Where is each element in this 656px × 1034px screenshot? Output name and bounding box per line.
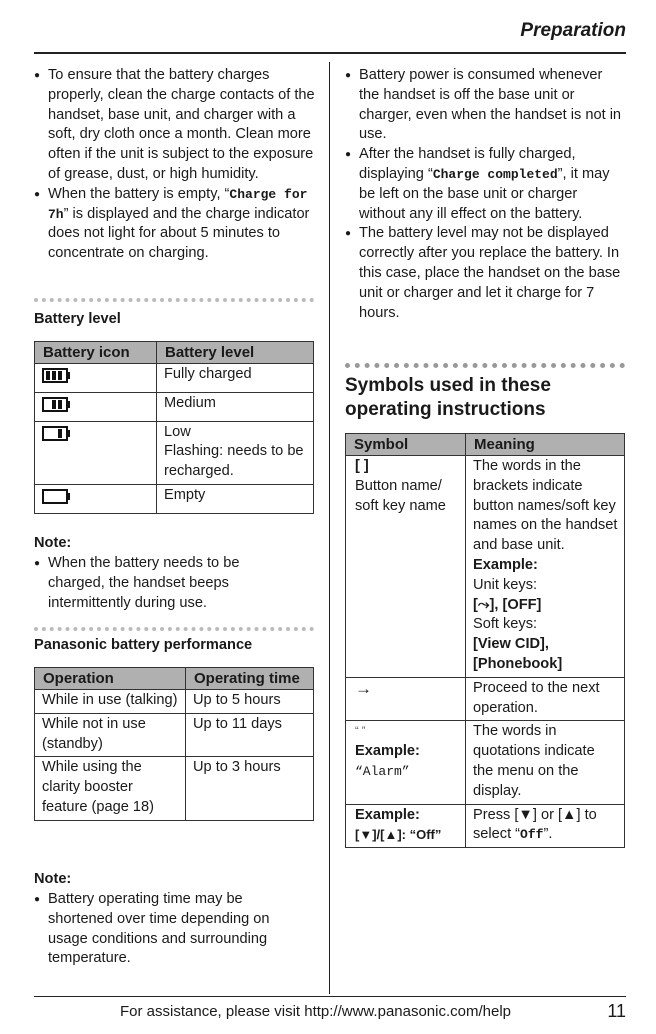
- section-divider: [34, 627, 314, 631]
- page-header-title: Preparation: [520, 20, 626, 41]
- example-label: Example:: [473, 556, 538, 573]
- table-row: [35, 392, 314, 421]
- table-row: [35, 690, 314, 714]
- example-label: Example:: [355, 743, 420, 760]
- column-header: Battery icon: [35, 342, 157, 364]
- text: Press [▼] or [▲] to select “: [473, 806, 597, 843]
- table-row: [35, 757, 314, 820]
- column-divider: [329, 62, 330, 994]
- symbol-cell: [346, 456, 466, 678]
- table-header-row: [346, 434, 625, 456]
- footer-help-text: For assistance, please visit http://www.panasonic.com/help: [120, 1003, 512, 1020]
- bullet: [345, 145, 625, 224]
- display-code: Charge completed: [432, 166, 558, 182]
- table-row: [346, 804, 625, 848]
- bullet-clean-contacts: ● To ensure that the battery charges properly, clean the charge contacts of the handset, base unit, and charger with a soft, dry cloth once a month. Clean more often if the unit is subject to the exposure of grease, dust, or high humidity.: [34, 66, 316, 185]
- battery-full-icon: [42, 368, 68, 383]
- symbols-title: Symbols used in these operating instructions: [345, 375, 551, 420]
- battery-empty-icon: [42, 489, 68, 504]
- note-text: [34, 890, 299, 969]
- cell: Up to 5 hours: [186, 690, 314, 714]
- bullet: ● Battery power is consumed whenever the handset is off the base unit or charger, even when the handset is not in use.: [345, 66, 625, 145]
- meaning-cell: [466, 456, 625, 678]
- text: Soft keys:: [473, 616, 538, 633]
- left-top-bullets: [34, 66, 316, 264]
- meaning-cell: The words in quotations indicate the menu on the display.: [466, 721, 625, 804]
- note-label: Note:: [34, 535, 72, 551]
- section-divider: [345, 363, 625, 368]
- text: ”.: [543, 826, 553, 843]
- meaning-cell: Proceed to the next operation.: [466, 677, 625, 721]
- table-row: [35, 364, 314, 393]
- table-row: [346, 456, 625, 678]
- table-row: [346, 677, 625, 721]
- text: The words in the brackets indicate button names/soft key names on the handset and base unit.: [473, 458, 618, 554]
- performance-table: [34, 667, 314, 821]
- text: ”, it may be left on the base unit or charger without any ill effect on the battery.: [359, 165, 610, 222]
- battery-level-text: [157, 421, 314, 484]
- cell: Up to 11 days: [186, 713, 314, 757]
- bullet: ● Battery operating time may be shortened over time depending on usage conditions and surrounding temperature.: [34, 890, 299, 969]
- table-row: [35, 484, 314, 513]
- symbol-cell: [346, 804, 466, 848]
- example-label: Example:: [355, 806, 420, 823]
- column-header: Operating time: [186, 668, 314, 690]
- battery-low-icon: [42, 426, 68, 441]
- cell: While not in use (standby): [35, 713, 186, 757]
- performance-title: Panasonic battery performance: [34, 637, 253, 653]
- table-row: [35, 421, 314, 484]
- symbol: [ ]: [355, 458, 369, 474]
- text: Unit keys:: [473, 576, 538, 593]
- display-code: Charge for 7h: [48, 186, 308, 222]
- cell: Up to 3 hours: [186, 757, 314, 820]
- note-label: Note:: [34, 871, 72, 887]
- table-row: [346, 721, 625, 804]
- note-text: [34, 554, 274, 613]
- battery-level-text: Fully charged: [157, 364, 314, 393]
- page-number: 11: [607, 1001, 626, 1021]
- soft-key: [View CID],: [473, 636, 549, 653]
- battery-level-text: Medium: [157, 392, 314, 421]
- table-row: [35, 713, 314, 757]
- text: Low: [164, 423, 191, 440]
- meaning-cell: [466, 804, 625, 848]
- display-code: “Alarm”: [355, 763, 410, 779]
- soft-key: [Phonebook]: [473, 655, 563, 672]
- text: ” is displayed and the charge indicator does not light for about 5 minutes to concentrate on charging.: [48, 205, 310, 262]
- cell: While in use (talking): [35, 690, 186, 714]
- symbol-description: Button name/ soft key name: [355, 477, 446, 514]
- column-header: Symbol: [346, 434, 466, 456]
- column-header: Operation: [35, 668, 186, 690]
- battery-level-text: Empty: [157, 484, 314, 513]
- bullet: ● The battery level may not be displayed correctly after you replace the battery. In this case, place the handset on the base unit or charger and let it charge for 7 hours.: [345, 224, 625, 323]
- example-keys: [▼]/[▲]: “Off”: [355, 827, 442, 843]
- arrow-icon: →: [346, 677, 466, 721]
- footer-rule: [34, 996, 626, 997]
- symbol-cell: [346, 721, 466, 804]
- column-header: Battery level: [157, 342, 314, 364]
- text: When the battery is empty, “: [48, 185, 230, 202]
- section-divider: [34, 298, 314, 302]
- bullet: ● When the battery needs to be charged, the handset beeps intermittently during use.: [34, 554, 274, 613]
- display-code: Off: [520, 827, 544, 843]
- battery-level-title: Battery level: [34, 311, 121, 327]
- text: Flashing: needs to be recharged.: [164, 443, 304, 480]
- battery-medium-icon: [42, 397, 68, 412]
- bullet-battery-empty: [34, 185, 316, 264]
- battery-level-table: [34, 341, 314, 514]
- text: After the handset is fully charged, displaying “: [359, 146, 576, 182]
- header-rule: [34, 52, 626, 54]
- table-header-row: [35, 342, 314, 364]
- unit-keys: [⤳], [OFF]: [473, 596, 542, 613]
- column-header: Meaning: [466, 434, 625, 456]
- right-bullets: [345, 66, 625, 323]
- table-header-row: [35, 668, 314, 690]
- quote-symbol: “ ”: [355, 725, 366, 738]
- cell: While using the clarity booster feature (page 18): [35, 757, 186, 820]
- symbols-table: [345, 433, 625, 848]
